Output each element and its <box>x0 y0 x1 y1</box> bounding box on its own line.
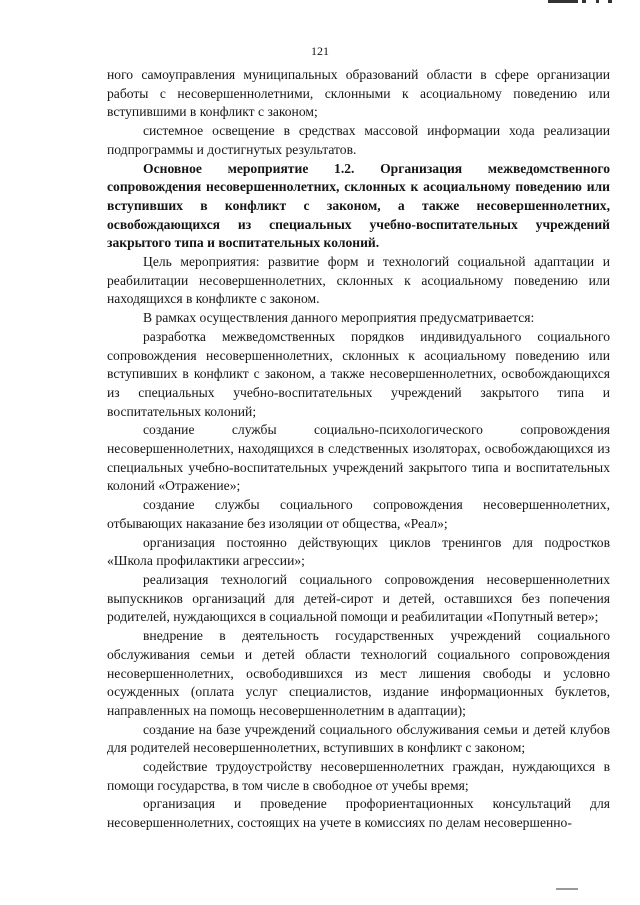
scan-artifact <box>556 888 578 890</box>
page-number: 121 <box>311 44 329 58</box>
scan-artifact <box>608 0 612 3</box>
scan-artifact <box>548 0 578 3</box>
list-item: организация и проведение профориентационных консультаций для несовершеннолетних, состоящих на учете в комиссиях по делам несовершенно- <box>107 796 610 831</box>
paragraph-continuation: ного самоуправления муниципальных образований области в сфере организации работы с несовершеннолетними, склонными к асоциальному поведению или вступившими в конфликт с законом; <box>107 67 610 120</box>
list-item: создание службы социального сопровождения несовершеннолетних, отбывающих наказание без изоляции от общества, «Реал»; <box>107 497 610 531</box>
document-body <box>107 66 610 833</box>
list-item: организация постоянно действующих циклов тренингов для подростков «Школа профилактики агрессии»; <box>107 534 610 569</box>
list-item: внедрение в деятельность государственных учреждений социального обслуживания семьи и детей области технологий социального сопровождения несовершеннолетних, освободившихся из мест лишения свободы и условно осужденных (оплата услуг специалистов, издание информационных буклетов, направленных на помощь несовершеннолетним в адаптации); <box>107 628 610 718</box>
paragraph-goal: Цель мероприятия: развитие форм и технологий социальной адаптации и реабилитации несовершеннолетних, склонных к асоциальному поведению или находящихся в конфликте с законом. <box>107 254 610 307</box>
list-item: реализация технологий социального сопровождения несовершеннолетних выпускников организаций для детей-сирот и детей, оставшихся без попечения родителей, нуждающихся в социальной помощи и реабилитации «Попутный ветер»; <box>107 571 610 625</box>
section-heading: Основное мероприятие 1.2. Организация межведомственного сопровождения несовершеннолетних, склонных к асоциальному поведению или вступивших в конфликт с законом, а также несовершеннолетних, освобождающихся из специальных учебно-воспитательных учреждений закрытого типа и воспитательных колоний. <box>107 160 610 251</box>
paragraph-intro: В рамках осуществления данного мероприятия предусматривается: <box>143 310 535 326</box>
paragraph-media-coverage: системное освещение в средствах массовой информации хода реализации подпрограммы и достигнутых результатов. <box>107 123 610 157</box>
scan-artifact <box>596 0 599 3</box>
list-item: создание на базе учреждений социального обслуживания семьи и детей клубов для родителей несовершеннолетних, вступивших в конфликт с законом; <box>107 721 610 756</box>
list-item: разработка межведомственных порядков индивидуального социального сопровождения несовершеннолетних, склонных к асоциальному поведению или вступивших в конфликт с законом, а также несовершеннолетних, освобождающихся из специальных учебно-воспитательных учреждений закрытого типа и воспитательных колоний; <box>107 328 610 419</box>
scan-artifact <box>582 0 586 3</box>
list-item: создание службы социально-психологического сопровождения несовершеннолетних, находящихся в следственных изоляторах, освобождающихся из специальных учебно-воспитательных учреждений закрытого типа и воспитательных колоний «Отражение»; <box>107 422 610 494</box>
list-item: содействие трудоустройству несовершеннолетних граждан, нуждающихся в помощи государства, в том числе в свободное от учебы время; <box>107 759 610 793</box>
